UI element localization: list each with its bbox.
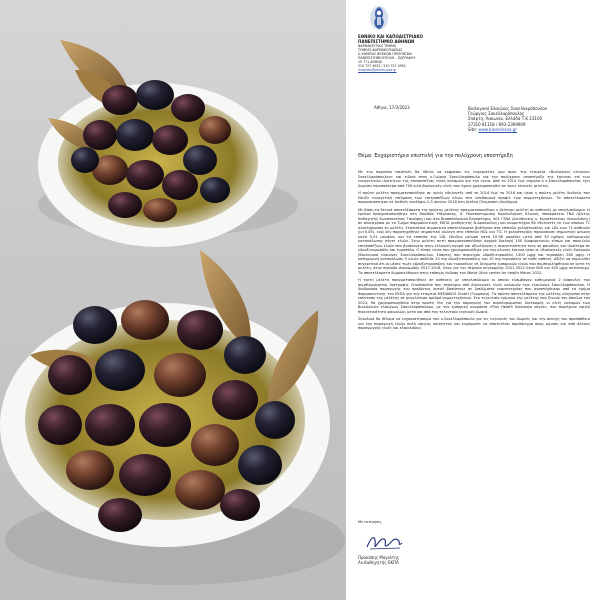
university-name: ΕΘΝΙΚΟ ΚΑΙ ΚΑΠΟΔΙΣΤΡΙΑΚΟ — [358, 34, 423, 39]
recipient-line: Σπάρτη, Λακωνία, Ελλάδα Τ.Κ 23100 — [468, 116, 543, 122]
handwritten-signature — [364, 531, 404, 553]
body-paragraph: Συνολικά θα θέλαμε να ευχαριστήσουμε τον κ.Σακελλαρόπουλο για τις ευγενικές του δωρεές και την συνεχή του προσπάθεια για την παραγωγή ελιών πολύ υψηλής ποιότητας και ευχόμαστε να αποτελέσει παράδειγμα προς μίμηση και από άλλους παραγωγούς ελιάς και ελαιολάδου. — [358, 317, 590, 330]
letterhead — [358, 35, 478, 72]
signature-block — [358, 520, 478, 565]
recipient-line: Γεώργιος Σακελλαρόπουλος — [468, 111, 525, 117]
letter-document — [346, 0, 600, 600]
recipient-line: Βιολογικοί Ελαιώνες Σακελλαρόπουλου — [468, 106, 548, 111]
letterhead-line: ΠΑΝΕΠΙΣΤΗΜΙΟΥΠΟΛΗ – ΖΩΓΡΑΦΟΥ — [358, 56, 416, 61]
letterhead-line: ΦΑΡΜΑΚΕΥΤΙΚΟ ΤΜΗΜΑ — [358, 44, 397, 49]
university-crest-icon — [368, 4, 390, 32]
body-paragraph: Με την παρούσα επιστολή θα ήθελα να εκφράσω τις ευχαριστίες μου προς την εταιρεία «Βιολογικοί ελαιώνες Σακελλαρόπουλου» και ειδικά στον κ.Γιώργο Σακελλαρόπουλο για την πολύχρονη υποστήριξη της έρευνας επί των ευεργετικών ιδιοτήτων της επιτραπέζιας ελιάς καλαμών για την υγεία. Από το 2014 έως σήμερα ο κ.Σακελλαρόπουλος έχει δωρίσει περισσότερα από 700 κιλά βιολογικές ελιές που έχουν χρησιμοποιηθεί σε τρεις κλινικές μελέτες. — [358, 170, 590, 188]
recipient-block — [468, 106, 590, 132]
recipient-site-row — [468, 127, 590, 132]
closing-line: Με εκτίμηση, — [358, 520, 382, 524]
letter-date: Αθήνα, 17/3/2023 — [374, 105, 410, 110]
letterhead-email-link[interactable]: magiatis@pharm.uoa.gr — [358, 68, 397, 73]
signatory-title: Αν.Καθηγητής ΕΚΠΑ — [358, 559, 399, 565]
letterhead-line: 210 727 4053 / 210 727 4952 — [358, 64, 406, 69]
recipient-site-link[interactable]: www.bioseriessa.gr — [478, 126, 517, 132]
letterhead-line: 15 771 ΑΘΗΝΑ — [358, 60, 382, 65]
recipient-site-label: Site: — [468, 126, 478, 132]
body-paragraph: Με βάση τα θετικά αποτελέσματα της πρώτης μελέτης πραγματοποιήθηκε η δεύτερη μελέτη σε ασθενείς με υπερλιπιδαιμία. Η έρευνα πραγματοποιήθηκε στη Μονάδα Υπέρτασης, Α' Πανεπιστημιακή Καρδιολογική Κλινική, Ιπποκράτειο ΓΝΑ (Δ/ντης Καθηγητής Κωνσταντίνος Τσιούφης) και στο Βιοπαθολογικό Εργαστήριο, 401 ΓΣΝΑ (Διευθυντής κ. Κωνσταντίνος Λυκουλάνης) σε συνεργασία με το Τμήμα Φαρμακευτικής ΕΚΠΑ (καθηγητής Ν.Δρακούλης) και συμμετείχαν 64 εθελοντές εκ των οποίων 71 ολοκλήρωσαν τη μελέτη. Στατιστικά σημαντικά αποτελέσματα βρέθηκαν στα επίπεδα χοληστερόλης και LDL των 71 ασθενών (p<0,05), ενώ δεν παρατηρήθηκε σημαντική αλλαγή στα επίπεδα HDL και TG. Η χοληστερόλη παρουσίασε σημαντική μείωση κατά 9,01 μονάδες και τα επίπεδα της LDL έδειξαν μείωση κατά 10,98 μονάδες μετά από 30 ημέρες καθημερινής κατανάλωσης πέντε ελιών. Στην μελέτη αυτή πραγματοποιήθηκε αρχικά διαλογή 150 διαφορετικών τύπων και ποικιλιών επιτραπέζιων ελιών που βρίσκονται στην ελληνική αγορά και αξιολόγηση η περιεκτικότητα τους σε φαινόλες και ιδιαίτερα σε υδροξυτυροσόλη και τυροσόλη. Ο τύπος ελιάς που χρησιμοποιήθηκε για την κλινική έρευνα ήταν οι «Βιολογικές ελιές Καλαμών (Βιολογικοί ελαιώνες Σακελλαρόπουλου, Σπάρτη) που περιείχαν υδροξυτυροσόλη 1300 μg/g και τυροσόλη 560 μg/g. Η καθημερινή κατανάλωση 5 ελιών απέδιδε 25 mg υδροξυτυροσόλης και 10 mg τυροσόλης σε κάθε ασθενή. Αξίζει να σημειωθεί συγκριτικά ότι οι μέσες τιμές υδροξυτυροσόλης και τυροσόλης σε δείγματα εμπορικών ελιών που συμπεριλήφθηκαν σε αυτή τη μελέτη, στην περίοδο συγκομιδής 2017-2018, ήταν για την περίοδο συγκομιδής 2021-2022 ήταν 800 και 420 μg/g αντίστοιχα. Τα αποτελέσματα δημοσιεύθηκαν στην επίσημη έκδοση του World Olive center for health Μάιος 2022. — [358, 207, 590, 275]
letter-body — [358, 170, 590, 334]
university-name-2: ΠΑΝΕΠΙΣΤΗΜΙΟ ΑΘΗΝΩΝ — [358, 38, 415, 44]
recipient-line: 27310 81118 / 693-2309909 — [468, 121, 526, 127]
body-paragraph: Η πρώτη μελέτη πραγματοποιήθηκε σε υγιείς εθελοντές από το 2014 έως το 2016 και ήταν η πρώτη μελέτη διεθνώς που έδειξε ευεργετική επίδραση των επιτραπέζιων ελιών στο λιπιδαιμικό προφίλ των συμμετεχόντων. Τα αποτελέσματα παρουσιάστηκαν σε διεθνές συνέδριο 2-3 Ιουνίου 2016 στη Διεθνή Ολυμπιακή Ακαδημία. — [358, 191, 590, 204]
signatory-name: Προκόπης Μαγιάτης — [358, 554, 400, 560]
letter-subject: Θέμα: Ευχαριστήρια επιστολή για την πολύχρονη υποστήριξη — [358, 153, 513, 159]
letterhead-line: & ΧΗΜΕΙΑΣ ΦΥΣΙΚΩΝ ΠΡΟΪΟΝΤΩΝ — [358, 52, 412, 57]
letterhead-line: ΤΟΜΕΑΣ ΦΑΡΜΑΚΟΓΝΩΣΙΑΣ — [358, 48, 403, 53]
body-paragraph: Η τρίτη μελέτη πραγματοποιήθηκε σε ασθενείς με υπερλιπιδαιμία οι οποίοι ελάμβαναν καθημερινά 2 κάψουλες του συμπληρώματος διατροφής Cholestoline που περιείχαν από βιολογικές ελιές καλαμών των ελαιώνων Σακελλαρόπουλου. Η διαδικασία παραγωγής του προϊόντος αυτού βασίστηκε σε διπλώματα ευρεσιτεχνίας που αναπτύχθηκαν από το τμήμα Φαρμακευτικής του ΕΚΠΑ για την εταιρεία MEDIAKOS GmbH (Γερμανία). Τα πρώτα αποτελέσματα της μελέτης οδήγησαν στην επέκταση της μελέτης σε μεγαλύτερο αριθμό συμμετεχόντων. Στο τελευταίο τρίμηνο της μελέτης που ξεκινά τον Απρίλιο του 2023, θα χρησιμοποιηθούν στην πρώτη ύλη για την παραγωγή του συμπληρώματος διατροφής οι ελιές καλαμών των βιολογικών ελαιώνων Σακελλαρόπουλου, με την εμπορική ονομασία «Plus Health Kalamata olives», που περιέχουν υψηλή περιεκτικότητα φαινολών, μετά και από την τελευταία ευγενική δωρεά. — [358, 278, 590, 314]
